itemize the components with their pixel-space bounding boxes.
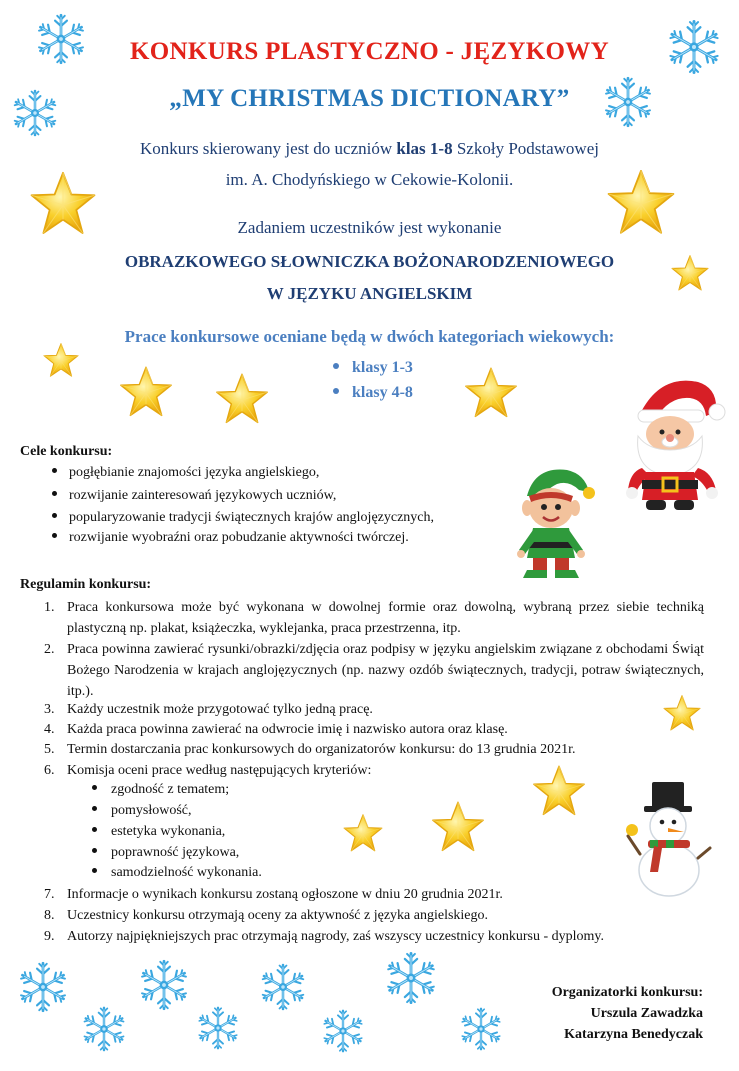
criterion-item: [92, 782, 229, 798]
rule-number: 9.: [44, 929, 55, 944]
rule-item: [44, 884, 704, 905]
rule-item: [44, 926, 704, 947]
organizer-name: Katarzyna Benedyczak: [564, 1027, 703, 1042]
intro-text: Konkurs skierowany jest do uczniów: [140, 139, 397, 158]
intro-text: Szkoły Podstawowej: [452, 139, 599, 158]
rule-number: 8.: [44, 908, 55, 923]
criterion-text: estetyka wykonania,: [111, 824, 226, 839]
category-item: [333, 359, 413, 377]
criterion-text: pomysłowość,: [111, 803, 192, 818]
criterion-text: poprawność językowa,: [111, 845, 240, 860]
star-icon: [118, 365, 174, 421]
organizer-name: Urszula Zawadzka: [590, 1006, 703, 1021]
criterion-item: [92, 803, 192, 819]
snowflake-icon: [458, 1006, 504, 1052]
rule-number: 4.: [44, 722, 55, 737]
goal-text: pogłębianie znajomości języka angielskiego,: [69, 465, 320, 480]
rule-number: 1.: [44, 600, 55, 615]
criterion-item: [92, 845, 239, 861]
intro-line-1: [0, 139, 739, 159]
category-item: [333, 384, 413, 402]
rule-item: [44, 699, 704, 720]
criterion-item: [92, 865, 262, 881]
elf-icon: [505, 462, 595, 582]
category-label: klasy 4-8: [352, 384, 413, 401]
snowflake-icon: [195, 1005, 241, 1051]
page-subtitle: „MY CHRISTMAS DICTIONARY”: [169, 85, 570, 112]
snowflake-icon: [80, 1005, 128, 1053]
categories-heading: Prace konkursowe oceniane będą w dwóch kategoriach wiekowych:: [124, 327, 615, 346]
rule-text: Każda praca powinna zawierać na odwrocie imię i nazwisko autora oraz klasę.: [67, 722, 508, 737]
goal-item: [52, 510, 434, 526]
goal-text: popularyzowanie tradycji świątecznych krajów anglojęzycznych,: [69, 510, 435, 525]
criterion-item: [92, 824, 225, 840]
task-line-2: OBRAZKOWEGO SŁOWNICZKA BOŻONARODZENIOWEGO: [124, 252, 615, 271]
rule-text: Termin dostarczania prac konkursowych do organizatorów konkursu: do 13 grudnia 2021r.: [67, 742, 576, 757]
goal-text: rozwijanie wyobraźni oraz pobudzanie aktywności twórczej.: [69, 530, 409, 545]
goal-text: rozwijanie zainteresowań językowych uczniów,: [69, 488, 337, 503]
rule-text: Komisja oceni prace według następujących kryteriów:: [67, 763, 372, 778]
star-icon: [463, 366, 519, 422]
intro-line-2: im. A. Chodyńskiego w Cekowie-Kolonii.: [225, 170, 514, 189]
rule-text: Uczestnicy konkursu otrzymają oceny za aktywność z języka angielskiego.: [67, 908, 489, 923]
page-title: KONKURS PLASTYCZNO - JĘZYKOWY: [130, 38, 609, 65]
rule-text: Autorzy najpiękniejszych prac otrzymają nagrody, zaś wszyscy uczestnicy konkursu - dyplomy.: [67, 929, 605, 944]
snowflake-icon: [383, 950, 439, 1006]
rule-text: Praca konkursowa może być wykonana w dowolnej formie oraz dowolną, wybraną przez siebie techniką plastyczną np. plakat, książeczka, wyklejanka, praca przestrzenna, itp.: [67, 600, 704, 636]
rule-item: [44, 597, 704, 639]
snowflake-icon: [16, 960, 70, 1014]
goal-item: [52, 530, 409, 546]
organizers-heading: Organizatorki konkursu:: [551, 985, 703, 1000]
rule-number: 3.: [44, 702, 55, 717]
rule-number: 2.: [44, 642, 55, 657]
task-line-3: W JĘZYKU ANGIELSKIM: [266, 284, 473, 303]
goals-heading: Cele konkursu:: [20, 444, 113, 459]
rule-item: [44, 760, 704, 781]
rule-text: Informacje o wynikach konkursu zostaną ogłoszone w dniu 20 grudnia 2021r.: [67, 887, 503, 902]
santa-icon: [620, 372, 728, 512]
criterion-text: zgodność z tematem;: [111, 782, 230, 797]
star-icon: [430, 800, 486, 856]
goal-item: [52, 488, 336, 504]
category-label: klasy 1-3: [352, 359, 413, 376]
snowflake-icon: [320, 1008, 366, 1054]
rule-number: 6.: [44, 763, 55, 778]
star-icon: [214, 372, 270, 428]
goal-item: [52, 465, 319, 481]
snowman-icon: [626, 778, 712, 898]
snowflake-icon: [258, 962, 308, 1012]
rule-item: [44, 739, 704, 760]
rule-text: Praca powinna zawierać rysunki/obrazki/zdjęcia oraz podpisy w języku angielskim związane z obchodami Świąt Bożego Narodzenia w krajach anglojęzycznych (np. nazwy ozdób świątecznych, tradycji, potraw świątecznych, itp.).: [67, 642, 704, 699]
snowflake-icon: [137, 958, 191, 1012]
rule-item: [44, 719, 704, 740]
rule-text: Każdy uczestnik może przygotować tylko jedną pracę.: [67, 702, 373, 717]
task-line-1: Zadaniem uczestników jest wykonanie: [237, 218, 502, 237]
criterion-text: samodzielność wykonania.: [111, 865, 262, 880]
rule-number: 7.: [44, 887, 55, 902]
rules-heading: Regulamin konkursu:: [20, 577, 152, 592]
star-icon: [342, 813, 384, 855]
rule-item: [44, 905, 704, 926]
rule-item: [44, 639, 704, 702]
rule-number: 5.: [44, 742, 55, 757]
star-icon: [42, 342, 80, 380]
intro-classes: klas 1-8: [396, 139, 453, 158]
